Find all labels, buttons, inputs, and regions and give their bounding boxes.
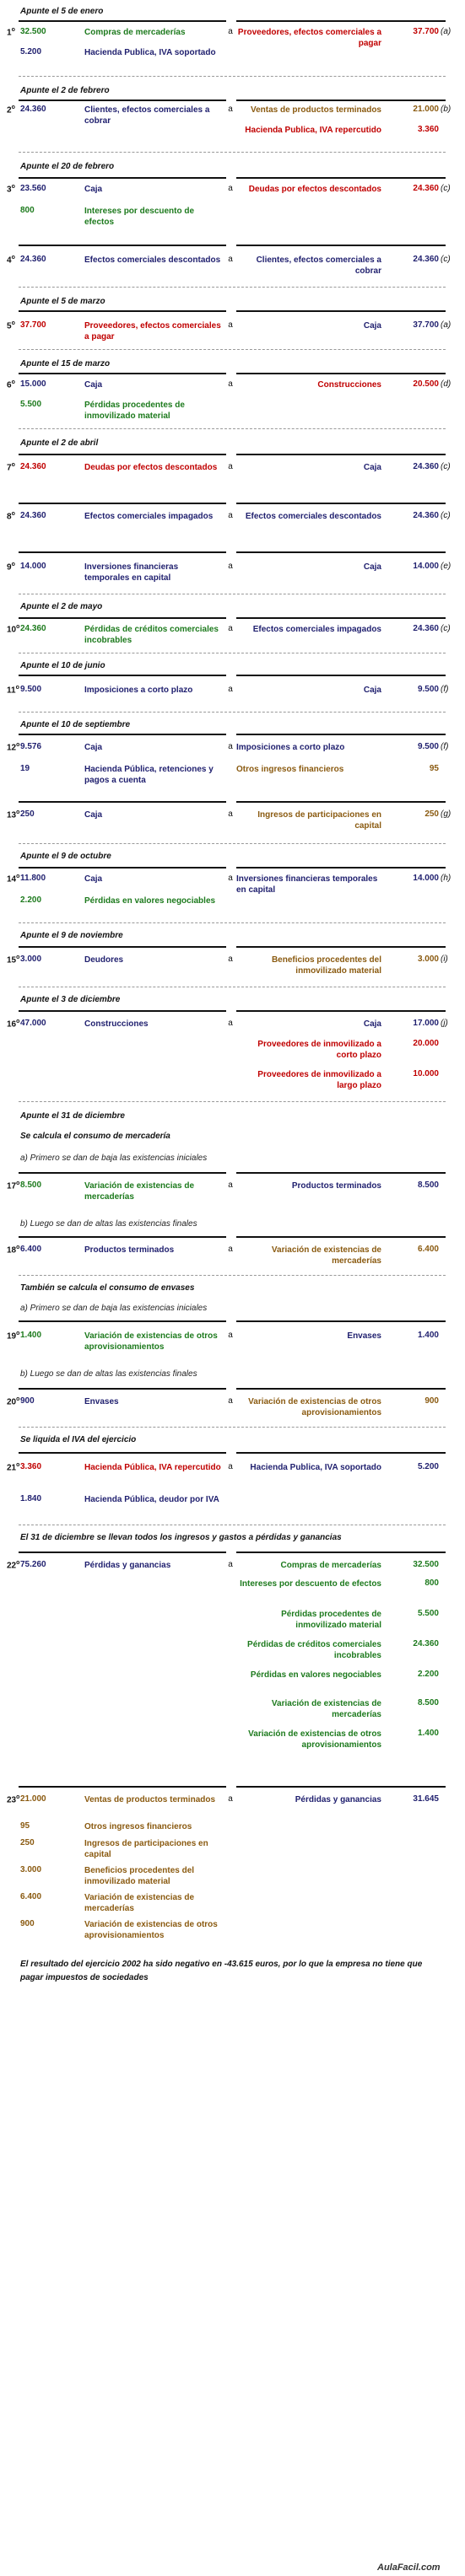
credit-account: Productos terminados [291,1181,381,1191]
debit-amount: 5.500 [20,400,42,409]
a-separator: a [228,1331,233,1340]
credit-account: Caja [363,321,381,331]
debit-account: Envases [84,1397,119,1406]
entry-number: 7$^o$ [7,462,15,473]
credit-amount: 24.360 [413,624,439,633]
debit-amount: 6.400 [20,1245,42,1254]
debit-amount: 5.200 [20,47,42,56]
entry-number: 8$^o$ [7,511,15,522]
divider [19,551,226,553]
credit-account: Variación de existencias de mercaderías [271,1245,381,1266]
debit-amount: 1.840 [20,1494,42,1503]
credit-amount: 3.000 [417,955,439,964]
reference-letter: (a) [441,320,451,330]
entry-separator [19,287,446,288]
credit-account: Envases [347,1331,381,1341]
debit-amount: 900 [20,1919,35,1928]
section-subtitle: El 31 de diciembre se llevan todos los ingresos y gastos a pérdidas y ganancias [20,1533,342,1542]
debit-amount: 15.000 [20,379,46,389]
entry-number: 10$^o$ [7,624,20,635]
divider [236,20,446,22]
credit-account: Variación de existencias de otros aprovisionamientos [248,1397,381,1417]
site-watermark [374,2561,465,2576]
debit-amount: 900 [20,1396,35,1406]
credit-account: Imposiciones a corto plazo [236,743,345,752]
debit-amount: 2.200 [20,895,42,905]
debit-account: Variación de existencias de mercaderías [84,1893,195,1913]
section-date: Apunte el 2 de febrero [20,86,110,95]
credit-amount: 24.360 [413,184,439,193]
debit-amount: 3.000 [20,955,42,964]
entry-number: 18$^o$ [7,1245,20,1256]
entry-number: 11$^o$ [7,685,19,696]
a-separator: a [228,255,233,264]
divider [19,867,226,869]
divider [19,454,226,455]
debit-amount: 24.360 [20,255,46,264]
debit-account: Compras de mercaderías [84,28,186,37]
debit-account: Caja [84,810,103,820]
conclusion-text: El resultado del ejercicio 2002 ha sido negativo en -43.615 euros, por lo que la empresa no tiene que pagar impuestos de sociedades [20,1960,423,1982]
a-separator: a [228,1180,233,1190]
divider [19,310,226,312]
debit-account: Construcciones [84,1019,149,1029]
debit-account: Pérdidas en valores negociables [84,896,216,906]
divider [19,99,226,101]
debit-amount: 23.560 [20,184,46,193]
a-separator: a [228,1245,233,1254]
reference-letter: (b) [441,105,451,114]
entry-number: 1$^o$ [7,27,15,38]
entry-number: 3$^o$ [7,184,15,195]
divider [236,675,446,676]
debit-account: Variación de existencias de otros aprovisionamientos [84,1331,218,1352]
credit-account: Proveedores de inmovilizado a corto plazo [257,1040,381,1060]
divider [19,1452,226,1454]
credit-account: Inversiones financieras temporales en capital [236,874,378,895]
credit-account: Efectos comerciales descontados [245,512,381,521]
credit-account: Intereses por descuento de efectos [240,1579,381,1589]
credit-account: Variación de existencias de mercaderías [271,1699,381,1719]
credit-amount: 2.200 [417,1670,439,1679]
debit-account: Hacienda Publica, IVA soportado [84,48,216,57]
section-date: Apunte el 15 de marzo [20,359,111,368]
section-subtitle: Se liquida el IVA del ejercicio [20,1435,137,1444]
a-separator: a [228,562,233,571]
debit-amount: 24.360 [20,511,46,520]
divider [236,1388,446,1390]
debit-amount: 75.260 [20,1560,46,1569]
divider [236,503,446,504]
debit-account: Ventas de productos terminados [84,1795,216,1804]
entry-number: 4$^o$ [7,255,15,266]
divider [19,1552,226,1553]
reference-letter: (c) [441,255,451,264]
divider [236,177,446,179]
credit-amount: 9.500 [417,685,439,694]
credit-account: Variación de existencias de otros aprovisionamientos [248,1729,381,1750]
debit-account: Caja [84,185,103,194]
entry-separator [19,428,446,429]
credit-amount: 32.500 [413,1560,439,1569]
credit-amount: 8.500 [417,1698,439,1707]
debit-amount: 250 [20,1838,35,1847]
debit-account: Hacienda Pública, IVA repercutido [84,1463,221,1472]
credit-amount: 800 [424,1578,439,1588]
debit-account: Hacienda Pública, retenciones y pagos a cuenta [84,765,214,785]
debit-amount: 24.360 [20,624,46,633]
divider [236,1320,446,1322]
site-watermark-text: AulaFacil.com [377,2563,441,2573]
credit-amount: 95 [429,764,439,773]
debit-amount: 19 [20,764,30,773]
debit-amount: 95 [20,1821,30,1831]
credit-amount: 10.000 [413,1069,439,1078]
section-note: b) Luego se dan de altas las existencias finales [20,1369,197,1379]
credit-account: Pérdidas procedentes de inmovilizado material [281,1610,381,1630]
a-separator: a [228,511,233,520]
debit-account: Caja [84,743,103,752]
debit-account: Hacienda Pública, deudor por IVA [84,1495,219,1504]
credit-amount: 14.000 [413,562,439,571]
entry-number: 9$^o$ [7,562,15,573]
divider [19,503,226,504]
divider [19,1388,226,1390]
divider [19,1236,226,1238]
credit-amount: 37.700 [413,27,439,36]
a-separator: a [228,320,233,330]
credit-amount: 6.400 [417,1245,439,1254]
section-note: a) Primero se dan de baja las existencias iniciales [20,1154,208,1163]
section-date: Apunte el 10 de junio [20,661,105,670]
credit-amount: 20.000 [413,1039,439,1048]
credit-amount: 24.360 [413,462,439,471]
divider [236,551,446,553]
debit-account: Variación de existencias de mercaderías [84,1181,195,1202]
credit-account: Ventas de productos terminados [250,105,381,115]
divider [236,454,446,455]
divider [236,245,446,246]
credit-account: Hacienda Publica, IVA repercutido [245,126,381,135]
divider [236,99,446,101]
credit-account: Construcciones [317,380,381,390]
entry-number: 16$^o$ [7,1019,20,1030]
debit-account: Proveedores, efectos comerciales a pagar [84,321,221,341]
reference-letter: (a) [441,27,451,36]
a-separator: a [228,1396,233,1406]
entry-separator [19,349,446,350]
divider [236,1552,446,1553]
debit-amount: 8.500 [20,1180,42,1190]
debit-amount: 9.500 [20,685,42,694]
divider [236,867,446,869]
section-date: Apunte el 9 de noviembre [20,931,123,940]
debit-amount: 21.000 [20,1794,46,1804]
debit-account: Otros ingresos financieros [84,1822,192,1831]
divider [236,1010,446,1012]
debit-account: Clientes, efectos comerciales a cobrar [84,105,210,126]
a-separator: a [228,27,233,36]
debit-account: Caja [84,874,103,884]
entry-number: 13$^o$ [7,809,20,820]
a-separator: a [228,685,233,694]
a-separator: a [228,955,233,964]
a-separator: a [228,1560,233,1569]
section-date: Apunte el 3 de diciembre [20,995,121,1004]
debit-amount: 3.000 [20,1865,42,1874]
debit-amount: 14.000 [20,562,46,571]
debit-amount: 37.700 [20,320,46,330]
credit-amount: 250 [424,809,439,819]
debit-account: Pérdidas de créditos comerciales incobrables [84,625,219,645]
credit-account: Beneficios procedentes del inmovilizado material [271,955,381,976]
debit-account: Inversiones financieras temporales en capital [84,562,179,583]
divider [19,734,226,735]
reference-letter: (f) [441,685,449,694]
debit-account: Pérdidas y ganancias [84,1561,171,1570]
credit-amount: 24.360 [413,255,439,264]
entry-number: 12$^o$ [7,742,20,753]
credit-account: Caja [363,686,381,695]
a-separator: a [228,624,233,633]
credit-account: Otros ingresos financieros [236,765,344,774]
debit-amount: 24.360 [20,462,46,471]
reference-letter: (c) [441,624,451,633]
section-date: Apunte el 9 de octubre [20,852,111,861]
divider [19,1010,226,1012]
debit-amount: 250 [20,809,35,819]
debit-account: Beneficios procedentes del inmovilizado material [84,1866,195,1886]
a-separator: a [228,1794,233,1804]
entry-separator [19,712,446,713]
entry-separator [19,76,446,77]
entry-separator [19,1275,446,1276]
credit-account: Clientes, efectos comerciales a cobrar [256,255,381,276]
reference-letter: (f) [441,742,449,751]
debit-amount: 6.400 [20,1892,42,1901]
debit-account: Productos terminados [84,1245,175,1255]
credit-amount: 8.500 [417,1180,439,1190]
debit-account: Efectos comerciales descontados [84,255,221,265]
entry-number: 14$^o$ [7,874,20,885]
reference-letter: (j) [441,1019,448,1028]
divider [19,617,226,619]
debit-account: Efectos comerciales impagados [84,512,214,521]
section-date: Apunte el 31 de diciembre [20,1111,125,1121]
reference-letter: (i) [441,955,448,964]
debit-account: Ingresos de participaciones en capital [84,1839,208,1859]
divider [236,1172,446,1174]
reference-letter: (c) [441,462,451,471]
credit-amount: 17.000 [413,1019,439,1028]
debit-account: Deudores [84,955,124,965]
credit-account: Proveedores, efectos comerciales a pagar [237,28,381,48]
debit-account: Pérdidas procedentes de inmovilizado material [84,401,185,421]
divider [236,373,446,374]
divider [19,373,226,374]
divider [19,20,226,22]
credit-account: Efectos comerciales impagados [252,625,381,634]
entry-number: 19$^o$ [7,1331,20,1342]
credit-account: Pérdidas y ganancias [295,1795,381,1804]
section-date: Apunte el 5 de marzo [20,297,105,306]
credit-amount: 14.000 [413,874,439,883]
credit-amount: 1.400 [417,1729,439,1738]
reference-letter: (c) [441,511,451,520]
divider [19,946,226,948]
divider [236,1786,446,1788]
debit-amount: 800 [20,206,35,215]
a-separator: a [228,462,233,471]
section-date: Apunte el 2 de mayo [20,602,103,611]
entry-separator [19,1101,446,1102]
divider [236,1236,446,1238]
credit-amount: 24.360 [413,511,439,520]
debit-account: Caja [84,380,103,390]
divider [236,946,446,948]
credit-amount: 37.700 [413,320,439,330]
section-date: Apunte el 10 de septiembre [20,720,131,729]
debit-amount: 47.000 [20,1019,46,1028]
a-separator: a [228,874,233,883]
section-subtitle: También se calcula el consumo de envases [20,1283,195,1293]
divider [236,617,446,619]
entry-number: 17$^o$ [7,1180,20,1191]
section-date: Apunte el 2 de abril [20,438,99,448]
divider [19,1172,226,1174]
credit-account: Pérdidas en valores negociables [250,1670,381,1680]
credit-amount: 5.200 [417,1462,439,1471]
debit-amount: 9.576 [20,742,42,751]
debit-amount: 24.360 [20,105,46,114]
debit-account: Deudas por efectos descontados [84,463,218,472]
debit-amount: 1.400 [20,1331,42,1340]
divider [19,675,226,676]
divider [19,245,226,246]
divider [19,1786,226,1788]
a-separator: a [228,1462,233,1471]
credit-account: Hacienda Publica, IVA soportado [250,1463,381,1472]
entry-number: 22$^o$ [7,1560,20,1571]
a-separator: a [228,1019,233,1028]
debit-account: Imposiciones a corto plazo [84,686,193,695]
divider [236,310,446,312]
reference-letter: (h) [441,874,451,883]
reference-letter: (g) [441,809,451,819]
credit-account: Ingresos de participaciones en capital [257,810,381,831]
credit-amount: 20.500 [413,379,439,389]
entry-number: 5$^o$ [7,320,15,331]
credit-amount: 24.360 [413,1639,439,1648]
entry-number: 23$^o$ [7,1794,20,1805]
divider [19,1320,226,1322]
reference-letter: (d) [441,379,451,389]
credit-amount: 900 [424,1396,439,1406]
reference-letter: (c) [441,184,451,193]
entry-separator [19,843,446,844]
a-separator: a [228,742,233,751]
divider [236,801,446,803]
entry-separator [19,152,446,153]
divider [19,801,226,803]
credit-amount: 31.645 [413,1794,439,1804]
credit-account: Caja [363,1019,381,1029]
debit-amount: 11.800 [20,874,46,883]
section-note: b) Luego se dan de altas las existencias finales [20,1219,197,1229]
credit-amount: 5.500 [417,1609,439,1618]
credit-account: Deudas por efectos descontados [248,185,381,194]
entry-number: 15$^o$ [7,955,20,965]
entry-number: 20$^o$ [7,1396,20,1407]
entry-separator [19,922,446,923]
a-separator: a [228,105,233,114]
credit-amount: 9.500 [417,742,439,751]
credit-amount: 3.360 [417,125,439,134]
debit-amount: 32.500 [20,27,46,36]
credit-account: Pérdidas de créditos comerciales incobrables [247,1640,381,1660]
credit-amount: 21.000 [413,105,439,114]
section-note: a) Primero se dan de baja las existencias iniciales [20,1304,208,1313]
reference-letter: (e) [441,562,451,571]
divider [236,734,446,735]
credit-account: Compras de mercaderías [280,1561,381,1570]
credit-account: Caja [363,463,381,472]
debit-account: Intereses por descuento de efectos [84,207,195,227]
a-separator: a [228,379,233,389]
debit-account: Variación de existencias de otros aprovisionamientos [84,1920,218,1940]
entry-number: 2$^o$ [7,105,15,116]
entry-separator [19,1427,446,1428]
a-separator: a [228,809,233,819]
entry-number: 21$^o$ [7,1462,20,1473]
credit-account: Proveedores de inmovilizado a largo plazo [257,1070,381,1090]
divider [236,1452,446,1454]
entry-number: 6$^o$ [7,379,15,390]
section-subtitle: Se calcula el consumo de mercadería [20,1132,170,1141]
section-date: Apunte el 20 de febrero [20,162,115,171]
credit-account: Caja [363,562,381,572]
a-separator: a [228,184,233,193]
debit-amount: 3.360 [20,1462,42,1471]
divider [19,177,226,179]
section-date: Apunte el 5 de enero [20,7,104,16]
credit-amount: 1.400 [417,1331,439,1340]
